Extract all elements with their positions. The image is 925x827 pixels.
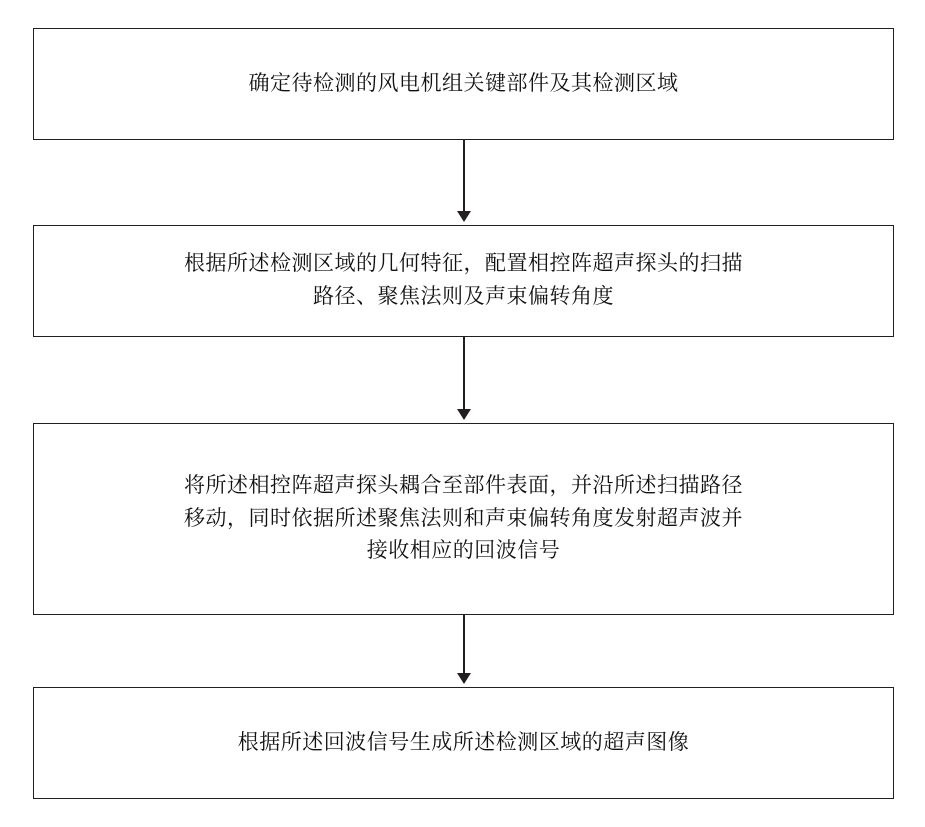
flowchart-node-step-3: [33, 423, 894, 615]
connector-line-3: [463, 615, 465, 676]
flowchart-node-step-2: [33, 225, 894, 337]
arrow-down-icon-2: [457, 409, 471, 420]
flowchart-node-step-1-label: 确定待检测的风电机组关键部件及其检测区域: [248, 71, 679, 95]
arrow-down-icon-3: [457, 673, 471, 684]
flowchart-node-step-2-label: 根据所述检测区域的几何特征，配置相控阵超声探头的扫描 路径、聚焦法则及声束偏转角度: [184, 252, 743, 308]
flowchart-node-step-4: [33, 687, 894, 799]
arrow-down-icon-1: [457, 211, 471, 222]
connector-line-2: [463, 337, 465, 412]
flowchart-node-step-3-label: 将所述相控阵超声探头耦合至部件表面，并沿所述扫描路径 移动，同时依据所述聚焦法则和声束偏转角度发射超声波并 接收相应的回波信号: [184, 474, 743, 563]
flowchart-node-step-4-label: 根据所述回波信号生成所述检测区域的超声图像: [237, 730, 690, 754]
flowchart-node-step-1: [33, 28, 894, 140]
connector-line-1: [463, 140, 465, 214]
